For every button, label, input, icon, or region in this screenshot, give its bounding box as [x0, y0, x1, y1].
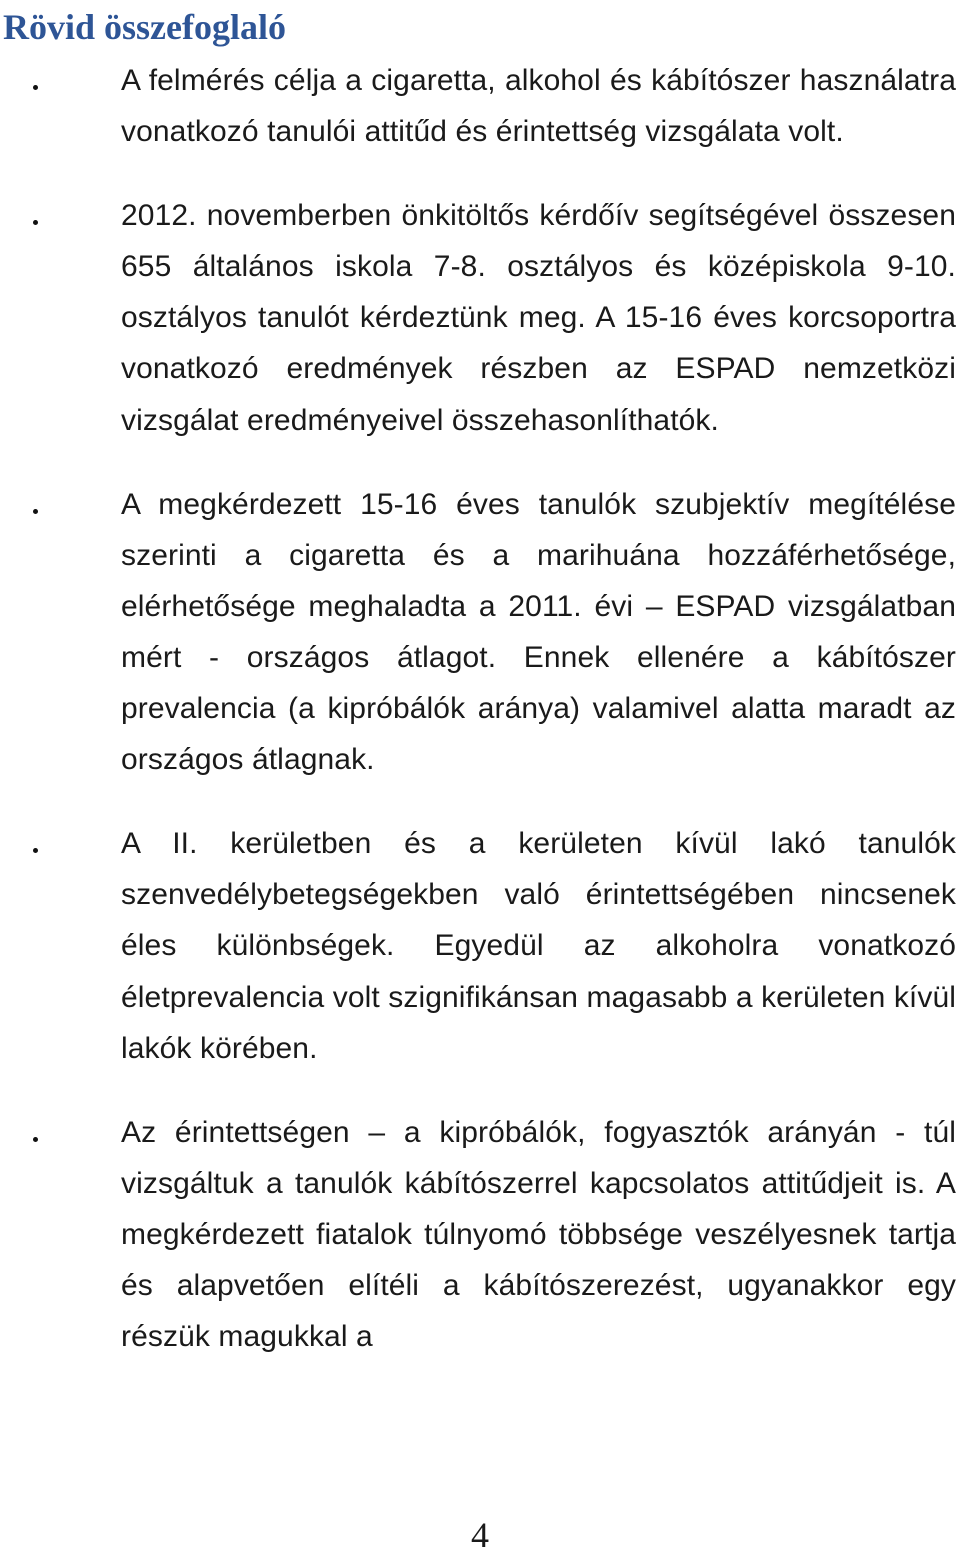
list-item-text: A megkérdezett 15-16 éves tanulók szubjektív megítélése szerinti a cigaretta és a marihuána hozzáférhetősége, elérhetősége meghaladta a 2011. évi – ESPAD vizsgálatban mért - országos átlagot. Ennek ellenére a kábítószer prevalencia (a kipróbálók aránya) valamivel alatta maradt az országos átlagnak.	[121, 487, 956, 777]
bullet-icon	[33, 1137, 38, 1142]
list-item	[0, 55, 960, 157]
bullet-icon	[33, 509, 38, 514]
bullet-icon	[33, 848, 38, 853]
list-item-text: 2012. novemberben önkitöltős kérdőív segítségével összesen 655 általános iskola 7-8. osztályos és középiskola 9-10. osztályos tanulót kérdeztünk meg. A 15-16 éves korcsoportra vonatkozó eredmények részben az ESPAD nemzetközi vizsgálat eredményeivel összehasonlíthatók.	[121, 199, 956, 437]
list-item	[0, 479, 960, 786]
bullet-icon	[33, 220, 38, 225]
list-item	[0, 190, 960, 445]
list-item-text: Az érintettségen – a kipróbálók, fogyasztók arányán - túl vizsgáltuk a tanulók kábítószerrel kapcsolatos attitűdjeit is. A megkérdezett fiatalok túlnyomó többsége veszélyesnek tartja és alapvetően elítéli a kábítószerezést, ugyanakkor egy részük magukkal a	[121, 1115, 956, 1354]
list-item-text: A II. kerületben és a kerületen kívül lakó tanulók szenvedélybetegségekben való érintettségében nincsenek éles különbségek. Egyedül az alkoholra vonatkozó életprevalencia volt szignifikánsan magasabb a kerületen kívül lakók körében.	[121, 827, 957, 1065]
summary-list	[0, 55, 960, 1395]
list-item	[0, 818, 960, 1073]
bullet-icon	[33, 85, 38, 90]
page-number: 4	[471, 1515, 489, 1555]
page-title: Rövid összefoglaló	[3, 7, 286, 47]
list-item-text: A felmérés célja a cigaretta, alkohol és kábítószer használatra vonatkozó tanulói attitűd és érintettség vizsgálata volt.	[121, 64, 956, 149]
list-item	[0, 1107, 960, 1362]
